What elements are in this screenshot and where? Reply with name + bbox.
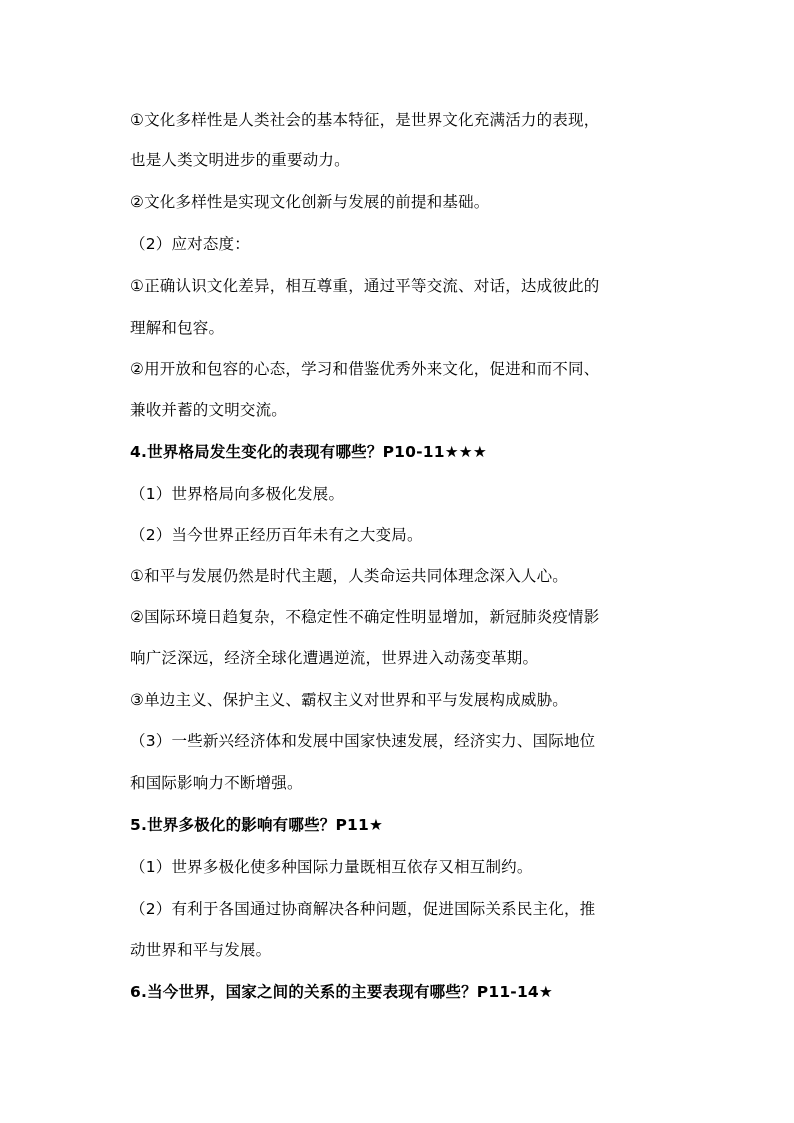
paragraph-line: 兼收并蓄的文明交流。 <box>130 401 288 419</box>
paragraph-line: （3）一些新兴经济体和发展中国家快速发展，经济实力、国际地位 <box>130 732 596 750</box>
paragraph-line: 响广泛深远，经济全球化遭遇逆流，世界进入动荡变革期。 <box>130 649 539 667</box>
paragraph-line: ③单边主义、保护主义、霸权主义对世界和平与发展构成威胁。 <box>130 691 568 709</box>
paragraph-line: （2）有利于各国通过协商解决各种问题，促进国际关系民主化，推 <box>130 900 596 918</box>
paragraph-line: （1）世界多极化使多种国际力量既相互依存又相互制约。 <box>130 858 533 876</box>
paragraph-line: ②用开放和包容的心态，学习和借鉴优秀外来文化，促进和而不同、 <box>130 360 600 378</box>
question-heading: 4.世界格局发生变化的表现有哪些？P10-11★★★ <box>130 443 487 461</box>
paragraph-line: （2）当今世界正经历百年未有之大变局。 <box>130 526 423 544</box>
paragraph-line: 动世界和平与发展。 <box>130 941 272 959</box>
paragraph-line: ②文化多样性是实现文化创新与发展的前提和基础。 <box>130 193 490 211</box>
paragraph-line: （1）世界格局向多极化发展。 <box>130 485 345 503</box>
paragraph-line: 和国际影响力不断增强。 <box>130 774 303 792</box>
subsection-label: （2）应对态度： <box>130 235 250 253</box>
paragraph-line: ②国际环境日趋复杂，不稳定性不确定性明显增加，新冠肺炎疫情影 <box>130 608 600 626</box>
question-heading: 5.世界多极化的影响有哪些？P11★ <box>130 816 384 834</box>
paragraph-line: 也是人类文明进步的重要动力。 <box>130 151 350 169</box>
paragraph-line: ①和平与发展仍然是时代主题，人类命运共同体理念深入人心。 <box>130 567 568 585</box>
paragraph-line: ①正确认识文化差异，相互尊重，通过平等交流、对话，达成彼此的 <box>130 277 600 295</box>
paragraph-line: ①文化多样性是人类社会的基本特征，是世界文化充满活力的表现， <box>130 111 600 129</box>
paragraph-line: 理解和包容。 <box>130 319 225 337</box>
question-heading: 6.当今世界，国家之间的关系的主要表现有哪些？P11-14★ <box>130 983 554 1001</box>
